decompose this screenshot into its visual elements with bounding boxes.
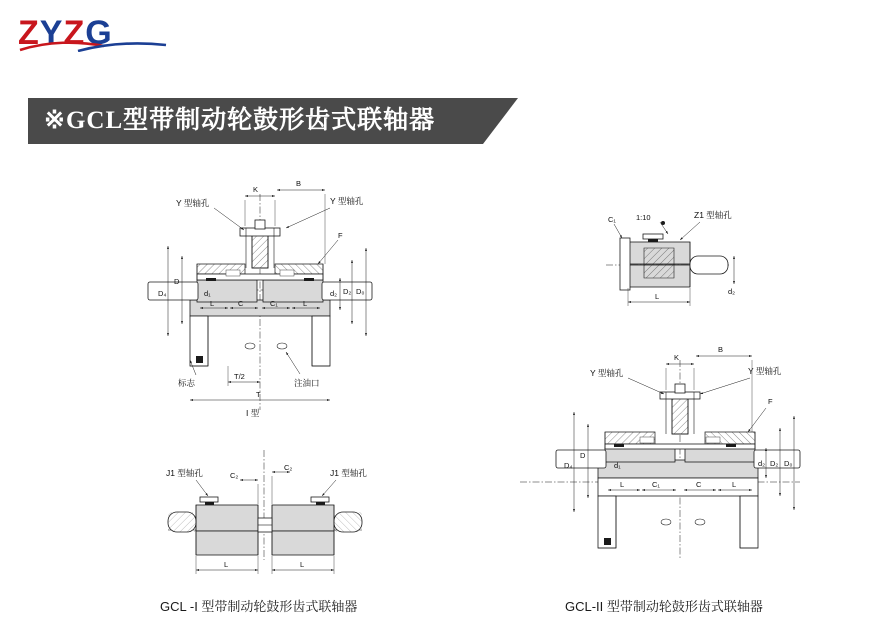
- figure-gcl1-j1-detail: [166, 450, 367, 574]
- svg-text:D₀: D₀: [356, 287, 365, 296]
- drawing-area: [0, 160, 870, 590]
- label-y-shaft-hole-right-2: Y 型轴孔: [748, 366, 782, 376]
- svg-text:d₂: d₂: [758, 459, 766, 468]
- svg-text:L: L: [224, 560, 229, 569]
- svg-text:D₄: D₄: [158, 289, 167, 298]
- technical-drawings: [0, 160, 870, 590]
- svg-text:B: B: [718, 345, 724, 354]
- svg-text:C₁: C₁: [608, 215, 616, 224]
- svg-text:d₂: d₂: [728, 287, 736, 296]
- label-j1-shaft-hole-right: J1 型轴孔: [330, 468, 367, 478]
- svg-text:L: L: [655, 292, 660, 301]
- svg-text:L: L: [732, 480, 737, 489]
- svg-text:T/2: T/2: [234, 372, 245, 381]
- svg-text:F: F: [338, 231, 343, 240]
- svg-text:D: D: [174, 277, 180, 286]
- svg-text:L: L: [303, 299, 308, 308]
- logo-swoosh-icon: [18, 39, 168, 52]
- svg-text:d₁: d₁: [204, 289, 211, 298]
- page-title: ※GCL型带制动轮鼓形齿式联轴器: [44, 107, 436, 134]
- caption-gcl1: GCL -I 型带制动轮鼓形齿式联轴器: [160, 599, 358, 614]
- svg-text:L: L: [300, 560, 305, 569]
- svg-text:L: L: [620, 480, 625, 489]
- svg-text:L: L: [210, 299, 215, 308]
- svg-text:D₄: D₄: [564, 461, 573, 470]
- logo-letter-z1: Z: [18, 14, 40, 52]
- svg-text:F: F: [768, 397, 773, 406]
- label-z1-shaft-hole: Z1 型轴孔: [694, 210, 732, 220]
- label-oil-filler: 注油口: [294, 378, 320, 388]
- svg-text:C₁: C₁: [270, 299, 278, 308]
- svg-text:C₂: C₂: [284, 463, 293, 472]
- logo-letter-z2: Z: [63, 14, 86, 52]
- label-mark: 标志: [178, 378, 196, 388]
- label-taper: 1:10: [636, 213, 651, 222]
- label-y-shaft-hole-left-2: Y 型轴孔: [590, 368, 624, 378]
- svg-text:d₂: d₂: [330, 289, 338, 298]
- svg-text:D: D: [580, 451, 586, 460]
- logo-letter-g: G: [85, 14, 113, 52]
- svg-text:C: C: [238, 299, 244, 308]
- figure-gcl2-z1-detail: [606, 210, 735, 306]
- svg-text:T: T: [256, 390, 261, 399]
- svg-text:B: B: [296, 179, 302, 188]
- svg-text:D₂: D₂: [343, 287, 352, 296]
- label-y-shaft-hole-right: Y 型轴孔: [330, 196, 364, 206]
- svg-text:C: C: [696, 480, 702, 489]
- zyzg-logo: [18, 12, 168, 54]
- svg-text:D₀: D₀: [784, 459, 793, 468]
- label-y-shaft-hole-left: Y 型轴孔: [176, 198, 210, 208]
- page-title-banner: [28, 98, 518, 144]
- svg-text:d₁: d₁: [614, 461, 621, 470]
- svg-text:C₂: C₂: [230, 471, 239, 480]
- label-type-i: I 型: [246, 408, 260, 418]
- caption-gcl2: GCL-II 型带制动轮鼓形齿式联轴器: [565, 599, 763, 614]
- svg-text:D₂: D₂: [770, 459, 779, 468]
- svg-text:K: K: [253, 185, 259, 194]
- figure-gcl1-assembly: [148, 179, 372, 418]
- logo-letter-y: Y: [39, 14, 64, 52]
- svg-text:C₁: C₁: [652, 480, 660, 489]
- figure-gcl2-assembly: [520, 345, 800, 560]
- svg-text:K: K: [674, 353, 680, 362]
- label-j1-shaft-hole-left: J1 型轴孔: [166, 468, 203, 478]
